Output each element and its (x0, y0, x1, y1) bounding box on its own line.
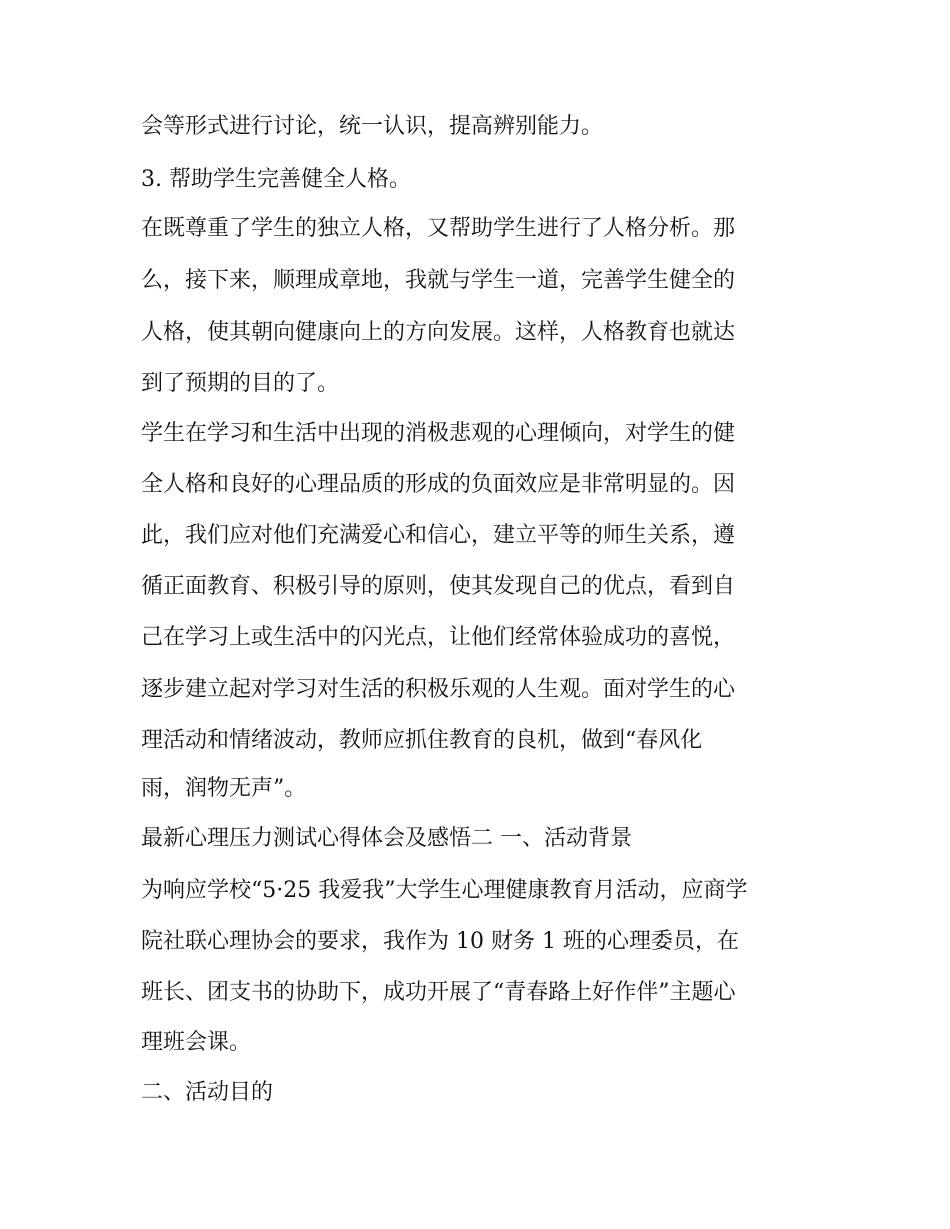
list-item-heading: 3. 帮助学生完善健全人格。 (141, 167, 411, 192)
text-line: 会等形式进行讨论，统一认识，提高辨别能力。 (141, 114, 604, 139)
text-line: 学生在学习和生活中出现的消极悲观的心理倾向，对学生的健 (141, 421, 736, 446)
text-line: 理活动和情绪波动，教师应抓住教育的良机，做到“春风化 (141, 728, 703, 753)
text-line: 循正面教育、积极引导的原则，使其发现自己的优点，看到自 (141, 574, 736, 599)
text-line: 雨，润物无声”。 (141, 776, 307, 801)
text-line: 己在学习上或生活中的闪光点，让他们经常体验成功的喜悦， (141, 625, 736, 650)
text-line: 么，接下来，顺理成章地，我就与学生一道，完善学生健全的 (141, 268, 736, 293)
text-line: 逐步建立起对学习对生活的积极乐观的人生观。面对学生的心 (141, 677, 736, 702)
text-line: 为响应学校“5·25 我爱我”大学生心理健康教育月活动，应商学 (141, 878, 748, 903)
text-line: 到了预期的目的了。 (141, 371, 340, 396)
text-line: 人格，使其朝向健康向上的方向发展。这样，人格教育也就达 (141, 320, 736, 345)
text-line: 全人格和良好的心理品质的形成的负面效应是非常明显的。因 (141, 472, 736, 497)
text-line: 班长、团支书的协助下，成功开展了“青春路上好作伴”主题心 (141, 980, 736, 1005)
text-line: 此，我们应对他们充满爱心和信心，建立平等的师生关系，遵 (141, 523, 736, 548)
text-line: 理班会课。 (141, 1030, 252, 1055)
section-heading: 二、活动目的 (141, 1080, 274, 1105)
text-line: 院社联心理协会的要求，我作为 10 财务 1 班的心理委员，在 (141, 929, 739, 954)
section-heading: 最新心理压力测试心得体会及感悟二 一、活动背景 (141, 826, 632, 851)
text-line: 在既尊重了学生的独立人格，又帮助学生进行了人格分析。那 (141, 216, 736, 241)
